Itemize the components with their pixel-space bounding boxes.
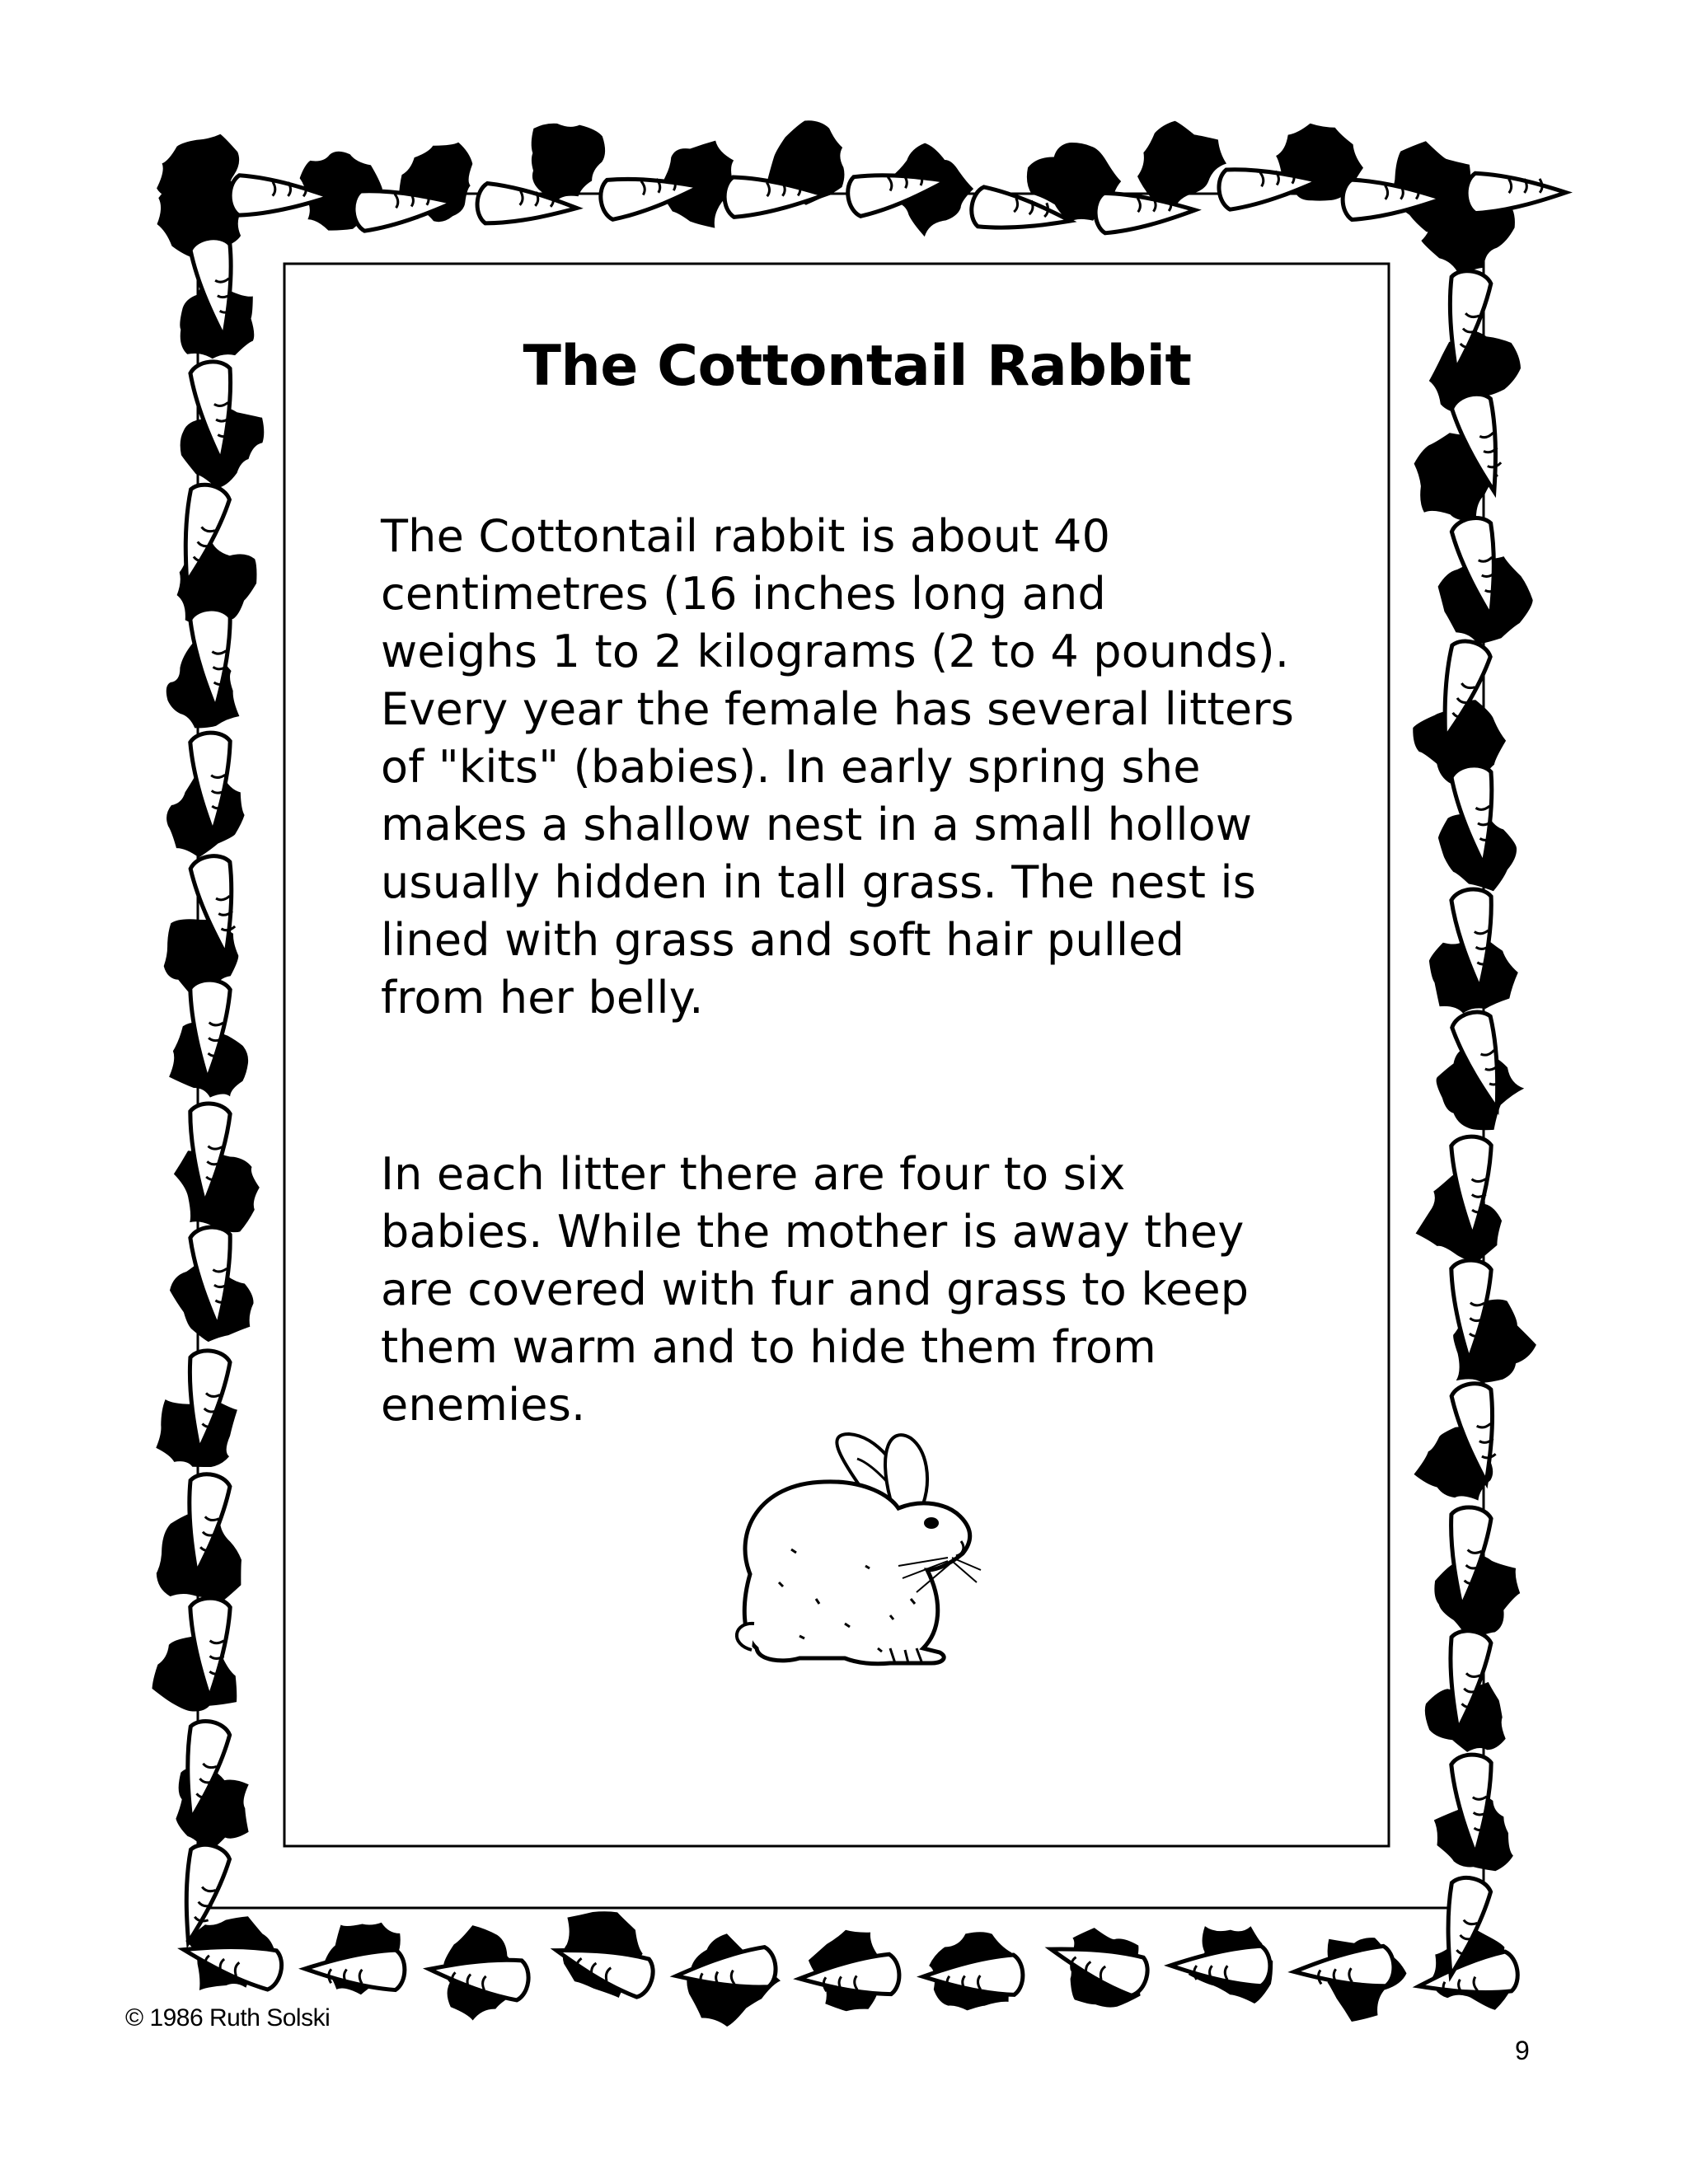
copyright-notice: © 1986 Ruth Solski bbox=[125, 2004, 331, 2032]
page-title: The Cottontail Rabbit bbox=[523, 334, 1192, 399]
carrot-icon bbox=[1466, 172, 1566, 213]
page-number: 9 bbox=[1515, 2036, 1530, 2065]
paragraph-2: In each litter there are four to six babies. While the mother is away they are covered with fur and grass to keep them warm and to hide them from enemies. bbox=[381, 1148, 1250, 1431]
rabbit-illustration-icon bbox=[701, 1401, 1063, 1673]
carrot-icon bbox=[1170, 1946, 1270, 1986]
paragraph-1: The Cottontail rabbit is about 40 centimetres (16 inches long and weighs 1 to 2 kilograms (2 to 4 pounds). Every year the female has several litters of "kits" (babies). In early spring she makes a shallow nest in a small hollow usually hidden in tall grass. The nest is lined with grass and soft hair pulled from her belly. bbox=[381, 510, 1295, 1024]
carrot-leaf-icon bbox=[532, 124, 605, 202]
carrot-icon bbox=[305, 1949, 406, 1990]
carrot-leaf-icon bbox=[1137, 121, 1226, 209]
